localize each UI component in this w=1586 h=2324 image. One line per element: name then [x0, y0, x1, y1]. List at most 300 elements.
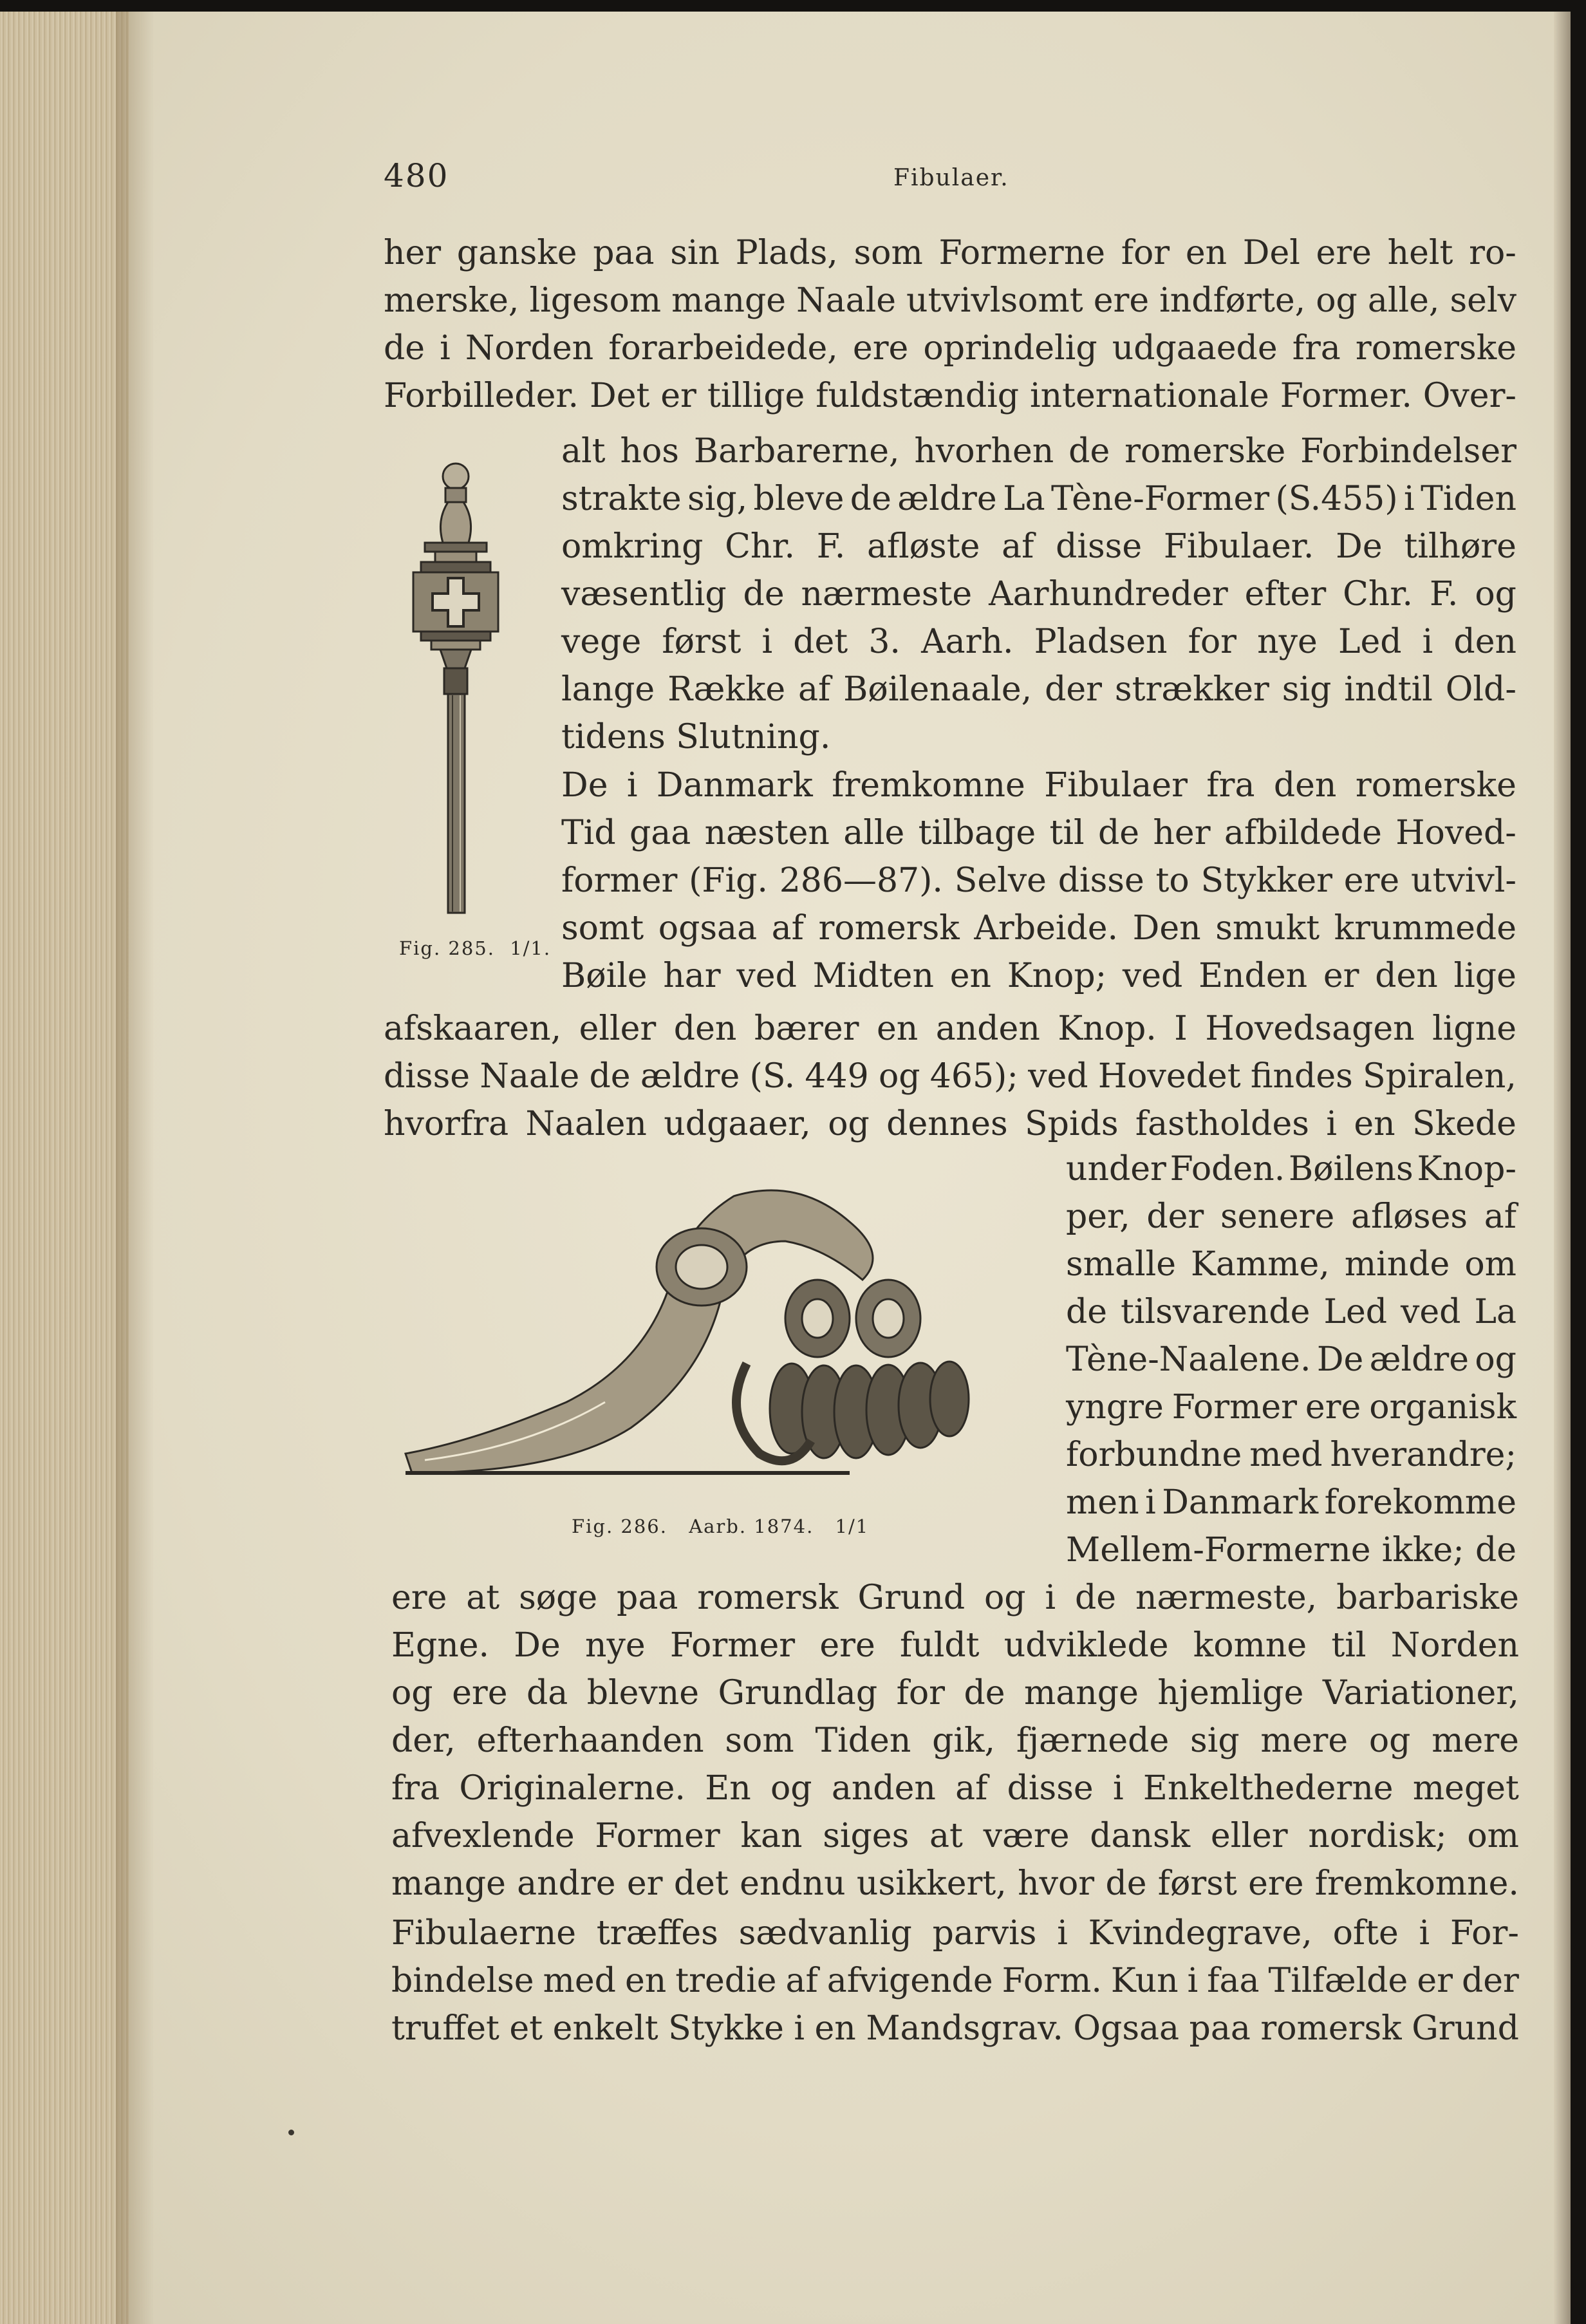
word: ældre [897, 480, 997, 518]
word: 286—87). [779, 861, 943, 900]
word: omkring [561, 527, 704, 566]
word: Skede [1412, 1105, 1516, 1143]
text-line: tidens Slutning. [561, 718, 831, 756]
word: af [1484, 1197, 1516, 1236]
word: de [1068, 432, 1110, 471]
word: af [1002, 527, 1034, 566]
word: Knop. [1058, 1009, 1157, 1048]
word: Tid [561, 814, 616, 852]
word: indtil [1344, 670, 1433, 709]
text-line [1066, 1526, 1516, 1574]
word: Pladsen [1034, 623, 1168, 661]
word: yngre [1066, 1388, 1164, 1427]
text-line [384, 277, 1516, 324]
word: der [1146, 1197, 1204, 1236]
word: afløste [867, 527, 980, 566]
page-stack-edge [0, 12, 129, 2324]
word: Bøile [561, 957, 648, 995]
word: sig, [687, 480, 748, 518]
word: nye [1257, 623, 1318, 661]
word: først [662, 623, 742, 661]
word: i [1057, 1914, 1068, 1953]
word: Det [590, 377, 650, 415]
word: er [1323, 957, 1359, 995]
word: lange [561, 670, 655, 709]
word: ere [1343, 861, 1400, 900]
word: lige [1453, 957, 1516, 995]
word: de [1105, 1864, 1147, 1903]
word: Foden. [1170, 1150, 1285, 1188]
word: ere [452, 1674, 508, 1712]
word: nærmeste [801, 575, 973, 614]
word: ved [1122, 957, 1183, 995]
figure-286-brooch-illustration [399, 1170, 1017, 1512]
word: at [466, 1579, 500, 1617]
word: mere [1260, 1721, 1348, 1760]
word: af [798, 670, 831, 709]
word: Stykker [1200, 861, 1333, 900]
text-line [391, 1812, 1519, 1860]
word: meget [1412, 1769, 1519, 1808]
word: hverandre; [1330, 1436, 1516, 1474]
word: Naale [796, 281, 896, 320]
text-line [391, 1957, 1519, 2005]
text-line [384, 324, 1516, 372]
word: Form. [1002, 1962, 1102, 2000]
word: tillige [707, 377, 805, 415]
text-line [391, 1622, 1519, 1669]
text-line [391, 1574, 1519, 1622]
word: blevne [586, 1674, 700, 1712]
word: Stykke [668, 2009, 784, 2048]
word: Den [1132, 909, 1201, 948]
text-line [384, 1100, 1516, 1148]
word: Aarh. [921, 623, 1014, 661]
word: Mandsgrav. [866, 2009, 1063, 2048]
word: Variationer, [1322, 1674, 1519, 1712]
word: gaa [629, 814, 691, 852]
text-line [1066, 1145, 1516, 1193]
word: De [1336, 527, 1383, 566]
word: Danmark [656, 766, 813, 805]
text-line [561, 523, 1516, 570]
word: Midten [812, 957, 934, 995]
word: Aarhundreder [989, 575, 1228, 614]
word: senere [1220, 1197, 1335, 1236]
word: i [1422, 623, 1433, 661]
word: Originalerne. [459, 1769, 686, 1808]
word: disse [384, 1057, 471, 1096]
word: Forbilleder. [384, 377, 579, 415]
word: alle, [1367, 281, 1440, 320]
word: La [1474, 1293, 1516, 1331]
word: Over- [1423, 377, 1516, 415]
word: romersk [697, 1579, 839, 1617]
word: Chr. [725, 527, 796, 566]
text-block-1 [384, 229, 1516, 420]
word: træffes [596, 1914, 718, 1953]
word: en [624, 1962, 667, 2000]
word: fra [391, 1769, 440, 1808]
word: fra [1206, 766, 1255, 805]
word: Norden [1390, 1626, 1519, 1665]
word: dansk [1090, 1817, 1191, 1855]
text-line-tidens [561, 713, 830, 761]
word: Selve [954, 861, 1047, 900]
word: det [793, 623, 848, 661]
word: Spids [1025, 1105, 1119, 1143]
word: komne [1193, 1626, 1307, 1665]
word: hvor [1018, 1864, 1095, 1903]
word: nærmeste, [1135, 1579, 1318, 1617]
word: Tilfælde [1268, 1962, 1408, 2000]
word: paa [1189, 2009, 1251, 2048]
word: de [1075, 1579, 1117, 1617]
word: parvis [932, 1914, 1037, 1953]
word: Bøilens [1289, 1150, 1413, 1188]
word: organisk [1369, 1388, 1516, 1427]
word: Hoved- [1395, 814, 1516, 852]
word: merske, [384, 281, 519, 320]
word: være [983, 1817, 1070, 1855]
word: internationale [1029, 377, 1269, 415]
word: alt [561, 432, 606, 471]
word: har [663, 957, 721, 995]
word: de [850, 480, 891, 518]
word: de [743, 575, 785, 614]
word: Hovedet [1097, 1057, 1241, 1096]
word: fjærnede [1016, 1721, 1170, 1760]
word: Barbarerne, [693, 432, 900, 471]
word: om [1467, 1817, 1519, 1855]
text-line [561, 570, 1516, 618]
word: i [794, 2009, 805, 2048]
word: ofte [1332, 1914, 1399, 1953]
word: i [626, 766, 638, 805]
word: utvivlsomt [906, 281, 1083, 320]
figure-286-scale: 1/1 [835, 1515, 870, 1537]
word: i [440, 329, 451, 368]
word: i [1045, 1579, 1056, 1617]
word: ere [1093, 281, 1150, 320]
word: nye [584, 1626, 646, 1665]
word: Kamme, [1191, 1245, 1330, 1284]
word: i [761, 623, 773, 661]
word: en [1185, 234, 1227, 272]
word: tilhøre [1404, 527, 1516, 566]
word: her [384, 234, 442, 272]
text-line [1066, 1288, 1516, 1336]
word: af [955, 1769, 988, 1808]
word: smalle [1066, 1245, 1177, 1284]
word: F. [1429, 575, 1459, 614]
word: om [1464, 1245, 1516, 1284]
word: Former [1171, 1388, 1298, 1427]
word: de [964, 1674, 1005, 1712]
text-line [561, 952, 1516, 1000]
word: det [673, 1864, 729, 1903]
text-line [384, 1053, 1516, 1100]
word: oprindelig [923, 329, 1097, 368]
word: Ogsaa [1073, 2009, 1180, 2048]
word: ved [1028, 1057, 1088, 1096]
word: afskaaren, [384, 1009, 562, 1048]
word: forekomme [1324, 1483, 1516, 1522]
word: F. [816, 527, 846, 566]
page-gutter-edge [1554, 12, 1571, 2324]
word: romerske [1355, 329, 1516, 368]
word: 465); [929, 1057, 1018, 1096]
word: da [526, 1674, 568, 1712]
word: et [509, 2009, 543, 2048]
word: utvivl- [1410, 861, 1516, 900]
word: at [929, 1817, 963, 1855]
word: eller [579, 1009, 657, 1048]
word: (Fig. [689, 861, 768, 900]
figure-285-label: Fig. 285. [399, 937, 495, 959]
word: søge [519, 1579, 598, 1617]
word: en [949, 957, 991, 995]
text-line [391, 2005, 1519, 2052]
word: to [1155, 861, 1190, 900]
word: 449 [805, 1057, 869, 1096]
word: ro- [1469, 234, 1516, 272]
word: udgaaede [1112, 329, 1278, 368]
word: La [1003, 480, 1045, 518]
text-line [391, 1765, 1519, 1812]
word: former [561, 861, 678, 900]
word: Tiden [1421, 480, 1516, 518]
text-block-7 [391, 1909, 1519, 2052]
word: fastholdes [1135, 1105, 1309, 1143]
word: Grund [857, 1579, 966, 1617]
word: ere [819, 1626, 875, 1665]
word: ligne [1432, 1009, 1516, 1048]
word: fuldt [900, 1626, 980, 1665]
text-line [561, 666, 1516, 713]
word: de [1475, 1531, 1516, 1570]
word: udgaaer, [664, 1105, 811, 1143]
word: ældre [1369, 1340, 1469, 1379]
word: de [1066, 1293, 1108, 1331]
text-line [1066, 1193, 1516, 1241]
word: som [725, 1721, 794, 1760]
word: anden [831, 1769, 936, 1808]
word: og [1368, 1721, 1411, 1760]
text-block-2 [561, 427, 1516, 713]
word: afvigende [826, 1962, 993, 2000]
word: bindelse [391, 1962, 534, 2000]
word: ikke; [1381, 1531, 1464, 1570]
word: mange [391, 1864, 506, 1903]
word: Former [595, 1817, 720, 1855]
word: hos [620, 432, 679, 471]
word: enkelt [552, 2009, 658, 2048]
word: af [771, 909, 804, 948]
word: kan [740, 1817, 803, 1855]
word: ganske [456, 234, 577, 272]
word: De [514, 1626, 561, 1665]
word: anden [935, 1009, 1040, 1048]
text-block-5 [1066, 1145, 1516, 1574]
word: paa [617, 1579, 678, 1617]
word: Kvindegrave, [1088, 1914, 1312, 1953]
word: ere [1305, 1388, 1361, 1427]
word: for [1121, 234, 1170, 272]
word: i [1112, 1769, 1124, 1808]
word: gik, [932, 1721, 996, 1760]
word: en [1354, 1105, 1395, 1143]
text-line [384, 229, 1516, 277]
word: disse [1007, 1769, 1094, 1808]
word: Knop; [1007, 957, 1107, 995]
text-block-6 [391, 1574, 1519, 1907]
word: barbariske [1336, 1579, 1519, 1617]
word: forarbeidede, [608, 329, 838, 368]
word: strakte [561, 480, 682, 518]
word: med [1249, 1436, 1323, 1474]
page-number: 480 [384, 157, 449, 194]
word: 3. [868, 623, 900, 661]
word: Kun [1110, 1962, 1179, 2000]
word: bærer [754, 1009, 859, 1048]
word: Egne. [391, 1626, 490, 1665]
word: sædvanlig [738, 1914, 912, 1953]
word: er [660, 377, 696, 415]
word: mange [671, 281, 787, 320]
word: ligesom [529, 281, 662, 320]
word: Led [1338, 623, 1402, 661]
word: og [984, 1579, 1026, 1617]
word: i [1404, 480, 1415, 518]
word: bleve [753, 480, 844, 518]
word: indførte, [1159, 281, 1306, 320]
word: og [770, 1769, 812, 1808]
text-line [384, 1005, 1516, 1053]
word: og [391, 1674, 433, 1712]
figure-285-scale: 1/1. [510, 937, 552, 959]
word: fuldstændig [816, 377, 1020, 415]
word: og [828, 1105, 870, 1143]
word: Chr. [1343, 575, 1413, 614]
word: af [785, 1962, 818, 2000]
word: først [1157, 1864, 1237, 1903]
word: i [1419, 1914, 1430, 1953]
word: paa [593, 234, 655, 272]
word: til [1331, 1626, 1367, 1665]
word: Forbindelser [1300, 432, 1516, 471]
text-line [391, 1909, 1519, 1957]
word: romerske [1355, 766, 1516, 805]
word: (S. [749, 1057, 796, 1096]
word: i [1326, 1105, 1337, 1143]
word: tilbage [918, 814, 1036, 852]
text-line [561, 857, 1516, 904]
word: afbildede [1224, 814, 1382, 852]
figure-286-caption [572, 1515, 869, 1537]
word: findes [1250, 1057, 1353, 1096]
word: en [877, 1009, 919, 1048]
figure-286-source: Aarb. 1874. [689, 1515, 814, 1537]
word: tredie [675, 1962, 777, 2000]
word: romersk [818, 909, 960, 948]
word: men [1066, 1483, 1139, 1522]
word: romersk [1260, 2009, 1402, 2048]
word: I [1174, 1009, 1188, 1048]
word: endnu [740, 1864, 846, 1903]
word: selv [1450, 281, 1516, 320]
word: en [814, 2009, 856, 2048]
word: Enkelthederne [1143, 1769, 1394, 1808]
word: den [673, 1009, 737, 1048]
word: for [896, 1674, 945, 1712]
word: som [854, 234, 923, 272]
word: Naalen [525, 1105, 647, 1143]
word: dennes [886, 1105, 1008, 1143]
word: den [1453, 623, 1516, 661]
word: eller [1210, 1817, 1288, 1855]
word: Former. [1280, 377, 1412, 415]
text-line [561, 762, 1516, 809]
word: usikkert, [856, 1864, 1007, 1903]
word: Arbeide. [974, 909, 1119, 948]
text-line [1066, 1241, 1516, 1288]
word: Spiralen, [1363, 1057, 1516, 1096]
text-line [384, 372, 1516, 420]
word: strækker [1114, 670, 1269, 709]
word: i [1187, 1962, 1199, 2000]
word: Formerne [938, 234, 1106, 272]
word: efterhaanden [476, 1721, 704, 1760]
word: smukt [1215, 909, 1320, 948]
word: væsentlig [561, 575, 727, 614]
word: sig [1190, 1721, 1240, 1760]
word: ved [736, 957, 797, 995]
book-page [0, 12, 1571, 2324]
word: ogsaa [658, 909, 758, 948]
word: hvorfra [384, 1105, 509, 1143]
word: ved [1401, 1293, 1461, 1331]
word: Mellem-Formerne [1066, 1531, 1371, 1570]
word: fremkomne. [1314, 1864, 1519, 1903]
word: Danmark [1162, 1483, 1319, 1522]
text-line [1066, 1479, 1516, 1526]
word: efter [1244, 575, 1327, 614]
word: alle [843, 814, 905, 852]
text-line [391, 1860, 1519, 1907]
word: krummede [1334, 909, 1516, 948]
word: udviklede [1003, 1626, 1169, 1665]
word: mange [1024, 1674, 1139, 1712]
text-block-4 [384, 1005, 1516, 1148]
word: og [878, 1057, 920, 1096]
text-line [1066, 1336, 1516, 1383]
word: Fibulaer. [1163, 527, 1314, 566]
figure-286-label: Fig. 286. [572, 1515, 667, 1537]
word: Hovedsagen [1205, 1009, 1415, 1048]
word: Led [1323, 1293, 1388, 1331]
word: For- [1450, 1914, 1519, 1953]
text-line [1066, 1431, 1516, 1479]
word: Tiden [815, 1721, 911, 1760]
figure-285-pin-illustration [398, 456, 514, 926]
figure-285-caption [399, 937, 551, 959]
text-line [561, 618, 1516, 666]
word: hvorhen [914, 432, 1054, 471]
word: afløses [1350, 1197, 1468, 1236]
word: (S.455) [1275, 480, 1398, 518]
word: ere [852, 329, 909, 368]
